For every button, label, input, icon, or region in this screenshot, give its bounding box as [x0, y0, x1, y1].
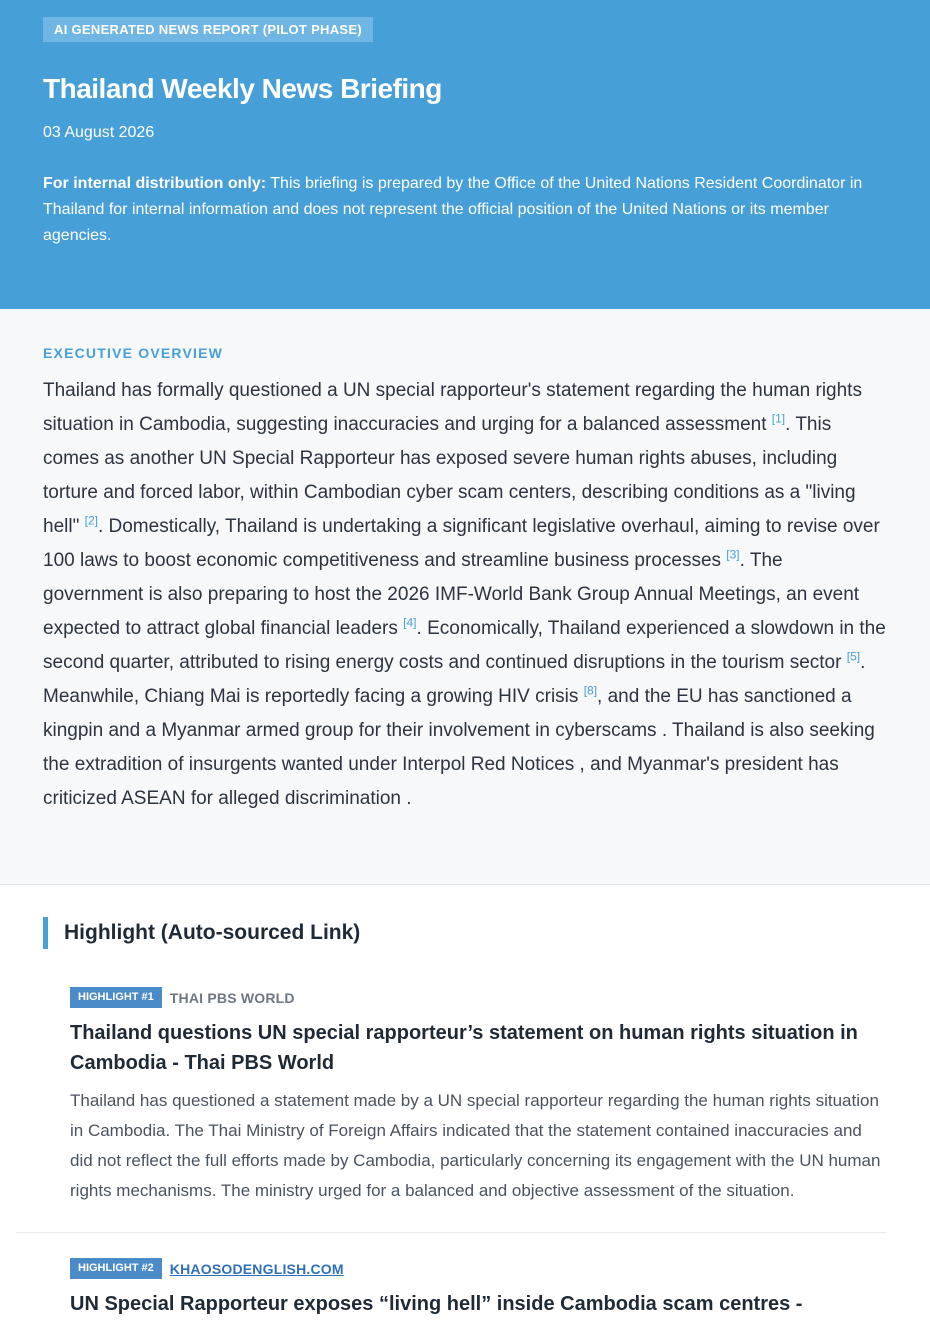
- report-header: [0, 0, 930, 309]
- overview-text: [43, 374, 887, 816]
- notice-text: This briefing is prepared by the Office of the United Nations Resident Coordinator in Thailand for internal information and does not represent the official position of the United Nations or its member agencies.: [43, 175, 863, 244]
- highlight-source: THAI PBS WORLD: [169, 989, 295, 1006]
- highlight-meta: [70, 1258, 887, 1279]
- highlights-section: [0, 885, 930, 1319]
- highlight-badge: HIGHLIGHT #2: [70, 1258, 162, 1279]
- highlight-title[interactable]: Thailand questions UN special rapporteur’s statement on human rights situation in Cambodia - Thai PBS World: [70, 1022, 858, 1074]
- citation-link[interactable]: [1]: [771, 411, 786, 426]
- citation-link[interactable]: [5]: [846, 649, 861, 664]
- overview-segment: Thailand has formally questioned a UN special rapporteur's statement regarding the human rights situation in Cambodia, suggesting inaccuracies and urging for a balanced assessment: [43, 380, 862, 435]
- citation-link[interactable]: [3]: [726, 547, 740, 562]
- report-date: 03 August 2026: [43, 124, 155, 141]
- highlight-meta: [70, 987, 887, 1008]
- highlight-summary: Thailand has questioned a statement made by a UN special rapporteur regarding the human rights situation in Cambodia. The Thai Ministry of Foreign Affairs indicated that the statement contained inaccuracies and did not reflect the full efforts made by Cambodia, particularly concerning its engagement with the UN human rights mechanisms. The ministry urged for a balanced and objective assessment of the situation.: [70, 1091, 881, 1200]
- overview-segment: . Domestically, Thailand is undertaking a significant legislative overhaul, aiming to revise over 100 laws to boost economic competitiveness and streamline business processes: [43, 516, 880, 571]
- citation-link[interactable]: [2]: [84, 513, 98, 528]
- executive-overview: [0, 309, 930, 885]
- distribution-notice: [43, 171, 887, 249]
- overview-segment: , and the EU has sanctioned a kingpin and a Myanmar armed group for their involvement in cyberscams . Thailand is also seeking the extradition of insurgents wanted under Interpol Red Notices , and Myanmar's president has criticized ASEAN for alleged discrimination .: [43, 686, 875, 809]
- overview-label: EXECUTIVE OVERVIEW: [43, 345, 224, 361]
- highlight-badge: HIGHLIGHT #1: [70, 987, 162, 1008]
- highlight-card: [43, 1258, 887, 1319]
- highlight-card: [16, 987, 887, 1233]
- overview-segment: . This comes as another UN Special Rapporteur has exposed severe human rights abuses, including torture and forced labor, within Cambodian cyber scam centers, describing conditions as a "living hell": [43, 414, 856, 537]
- highlights-heading: Highlight (Auto-sourced Link): [43, 917, 887, 949]
- overview-segment: . Economically, Thailand experienced a slowdown in the second quarter, attributed to rising energy costs and continued disruptions in the tourism sector: [43, 618, 886, 673]
- highlight-title[interactable]: UN Special Rapporteur exposes “living hell” inside Cambodia scam centres -: [70, 1293, 803, 1315]
- overview-segment: . Meanwhile, Chiang Mai is reportedly facing a growing HIV crisis: [43, 652, 866, 707]
- citation-link[interactable]: [4]: [403, 615, 417, 630]
- citation-link[interactable]: [8]: [583, 683, 598, 698]
- page-title: Thailand Weekly News Briefing: [43, 73, 442, 104]
- pilot-phase-badge: AI GENERATED NEWS REPORT (PILOT PHASE): [43, 17, 373, 42]
- notice-label: For internal distribution only:: [43, 175, 267, 192]
- highlight-source-link[interactable]: KHAOSODENGLISH.COM: [169, 1260, 344, 1277]
- overview-segment: . The government is also preparing to host the 2026 IMF-World Bank Group Annual Meetings, an event expected to attract global financial leaders: [43, 550, 860, 639]
